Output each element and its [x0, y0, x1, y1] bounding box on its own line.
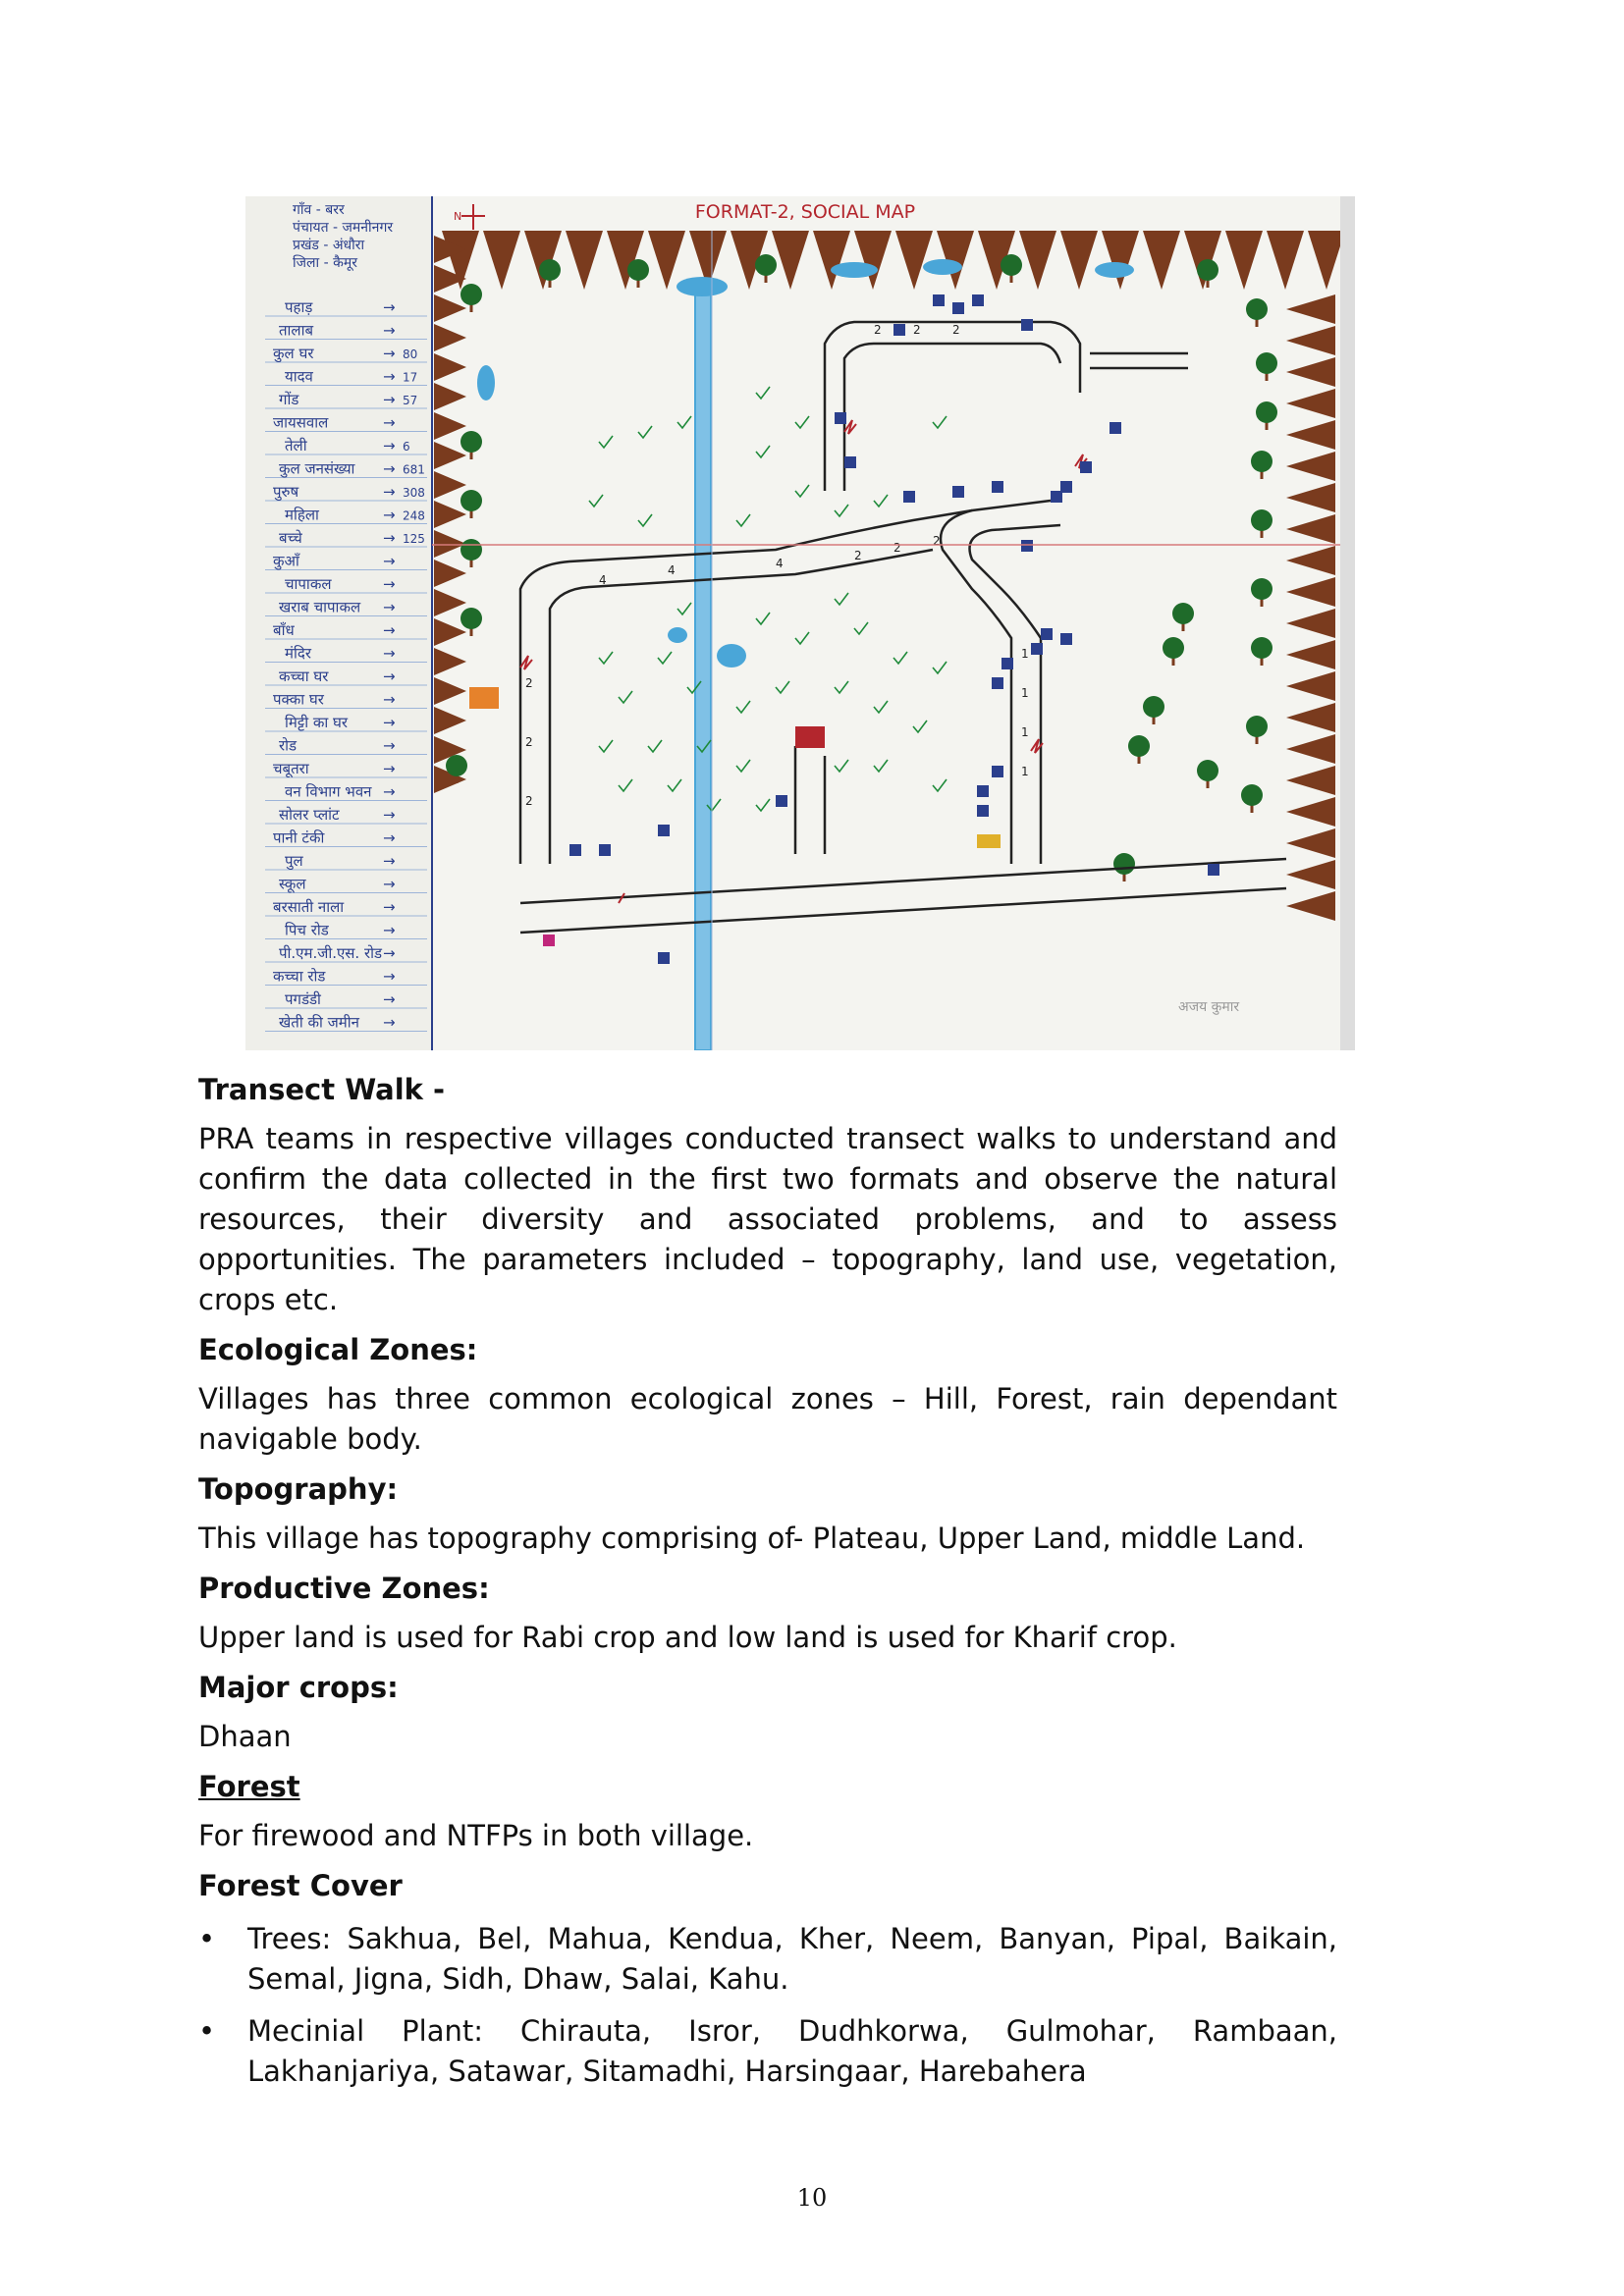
legend-arrow: →: [383, 413, 396, 432]
legend-row-label: पगडंडी: [285, 990, 321, 1008]
para-transect-walk: PRA teams in respective villages conducted transect walks to understand and confirm the data collected in the first two formats and observe the natural resources, their diversity and associated problems, and to assess opportunities. The parameters included – topography, land use, vegetation, crops etc.: [198, 1122, 1337, 1316]
legend-row-value: 80: [403, 347, 418, 361]
map-title: FORMAT-2, SOCIAL MAP: [694, 201, 916, 223]
para-major-crops: Dhaan: [198, 1720, 292, 1753]
legend-arrow: →: [383, 944, 396, 962]
legend-row-label: गोंड: [279, 391, 299, 408]
heading-ecological-zones: Ecological Zones:: [198, 1333, 478, 1366]
list-item-medicinal-plants: • Mecinial Plant: Chirauta, Isror, Dudhkorwa, Gulmohar, Rambaan, Lakhanjariya, Satawar, Sitamadhi, Harsingaar, Harebahera: [198, 2011, 1337, 2092]
legend-row-label: कुल घर: [273, 345, 314, 362]
signature: अजय कुमार: [1178, 999, 1240, 1015]
school-symbol: [469, 687, 499, 709]
legend-arrow: →: [383, 367, 396, 386]
legend-row-value: 17: [403, 370, 418, 385]
legend-row-label: कच्चा घर: [279, 667, 329, 685]
legend-row-label: मंदिर: [285, 644, 311, 663]
legend-row-label: रोड: [279, 736, 298, 755]
legend-header-line: प्रखंड - अंधौरा: [293, 238, 365, 253]
legend-arrow: →: [383, 921, 396, 939]
svg-text:2: 2: [933, 534, 941, 548]
legend-row-label: महिला: [285, 506, 319, 524]
legend-row-label: कुआँ: [273, 552, 299, 570]
legend-arrow: →: [383, 806, 396, 824]
compass-label: N: [454, 210, 462, 223]
legend-row-label: बच्चे: [279, 529, 302, 547]
text-content: [198, 1070, 1337, 2104]
legend-arrow: →: [383, 736, 396, 755]
legend-arrow: →: [383, 321, 396, 340]
legend-row-label: यादव: [285, 367, 313, 386]
svg-text:1: 1: [1021, 647, 1029, 661]
temple-symbol: [795, 726, 825, 748]
svg-text:2: 2: [913, 323, 921, 337]
heading-topography: Topography:: [198, 1472, 399, 1506]
svg-text:2: 2: [874, 323, 882, 337]
social-map-drawing: [245, 196, 1355, 1050]
legend-row-label: खराब चापाकल: [279, 598, 361, 616]
svg-text:2: 2: [952, 323, 960, 337]
legend-row-label: तालाब: [279, 321, 314, 340]
legend-row-value: 308: [403, 486, 425, 500]
legend-arrow: →: [383, 621, 396, 639]
legend-row-label: चबूतरा: [273, 760, 309, 777]
legend-arrow: →: [383, 852, 396, 870]
legend-row-label: बरसाती नाला: [273, 898, 345, 916]
legend-arrow: →: [383, 552, 396, 570]
legend-arrow: →: [383, 483, 396, 501]
svg-text:4: 4: [599, 573, 607, 587]
legend-arrow: →: [383, 667, 396, 685]
legend-row-value: 248: [403, 508, 425, 523]
legend-row-value: 57: [403, 394, 418, 407]
legend-arrow: →: [383, 506, 396, 524]
legend-arrow: →: [383, 782, 396, 801]
page-number: 10: [796, 2184, 828, 2212]
legend-arrow: →: [383, 1013, 396, 1032]
forest-cover-list: [198, 1919, 1337, 2092]
heading-productive-zones: Productive Zones:: [198, 1572, 490, 1605]
legend-row-label: खेती की जमीन: [279, 1013, 359, 1032]
legend-row-value: 6: [403, 440, 410, 454]
svg-text:4: 4: [776, 557, 784, 570]
legend-arrow: →: [383, 529, 396, 547]
svg-text:1: 1: [1021, 765, 1029, 778]
svg-text:2: 2: [525, 735, 533, 749]
svg-text:2: 2: [893, 541, 901, 555]
legend-row-label: जायसवाल: [273, 413, 329, 432]
legend-arrow: →: [383, 714, 396, 731]
legend-header-line: गाँव - बरर: [293, 202, 345, 218]
legend-arrow: →: [383, 644, 396, 663]
legend-row-label: स्कूल: [279, 875, 306, 893]
legend-arrow: →: [383, 828, 396, 847]
legend-row-label: वन विभाग भवन: [285, 782, 372, 801]
social-map-photo: [245, 196, 1355, 1050]
legend-header-line: जिला - कैमूर: [293, 255, 357, 271]
list-item-trees: • Trees: Sakhua, Bel, Mahua, Kendua, Kher, Neem, Banyan, Pipal, Baikain, Semal, Jigna, Sidh, Dhaw, Salai, Kahu.: [198, 1919, 1337, 2000]
para-productive-zones: Upper land is used for Rabi crop and low land is used for Kharif crop.: [198, 1621, 1177, 1654]
legend-row-value: 125: [403, 532, 425, 546]
legend-row-label: तेली: [285, 437, 307, 454]
legend-row-label: पक्का घर: [273, 690, 324, 709]
legend-arrow: →: [383, 990, 396, 1008]
legend-arrow: →: [383, 298, 396, 316]
heading-major-crops: Major crops:: [198, 1671, 399, 1704]
svg-text:4: 4: [668, 563, 676, 577]
legend-row-label: पुरुष: [273, 483, 299, 501]
legend-row-label: सोलर प्लांट: [279, 806, 340, 824]
legend-row-label: पानी टंकी: [273, 828, 325, 847]
river: [695, 290, 711, 1050]
para-ecological-zones: Villages has three common ecological zones – Hill, Forest, rain dependant navigable body.: [198, 1382, 1337, 1456]
legend-row-label: पहाड़: [285, 298, 313, 316]
heading-forest: Forest: [198, 1770, 300, 1803]
legend-row-label: मिट्टी का घर: [285, 714, 349, 731]
legend-row-label: बाँध: [273, 621, 295, 639]
svg-text:1: 1: [1021, 686, 1029, 700]
legend-row-label: पिच रोड: [285, 921, 329, 939]
legend-arrow: →: [383, 760, 396, 777]
heading-forest-cover: Forest Cover: [198, 1869, 403, 1902]
legend-row-label: चापाकल: [285, 575, 332, 593]
legend-arrow: →: [383, 967, 396, 986]
legend-arrow: →: [383, 690, 396, 709]
svg-text:2: 2: [854, 549, 862, 562]
svg-text:2: 2: [525, 794, 533, 808]
para-forest: For firewood and NTFPs in both village.: [198, 1819, 754, 1852]
svg-text:1: 1: [1021, 725, 1029, 739]
legend-header-line: पंचायत - जमनीनगर: [293, 220, 394, 236]
bench-symbol: [977, 834, 1001, 848]
legend-row-value: 681: [403, 462, 425, 477]
building-symbol: [543, 934, 555, 946]
para-topography: This village has topography comprising of- Plateau, Upper Land, middle Land.: [198, 1522, 1306, 1555]
legend-arrow: →: [383, 437, 396, 454]
heading-transect-walk: Transect Walk -: [198, 1073, 446, 1106]
legend-row-label: कुल जनसंख्या: [279, 459, 355, 478]
legend-arrow: →: [383, 391, 396, 408]
legend-arrow: →: [383, 575, 396, 593]
legend-arrow: →: [383, 598, 396, 616]
legend-arrow: →: [383, 345, 396, 362]
legend-arrow: →: [383, 459, 396, 478]
legend-row-label: पी.एम.जी.एस. रोड: [279, 944, 383, 962]
legend-arrow: →: [383, 898, 396, 916]
svg-text:2: 2: [525, 676, 533, 690]
legend-row-label: कच्चा रोड: [273, 967, 326, 986]
legend-row-label: पुल: [285, 852, 303, 870]
legend-arrow: →: [383, 875, 396, 893]
